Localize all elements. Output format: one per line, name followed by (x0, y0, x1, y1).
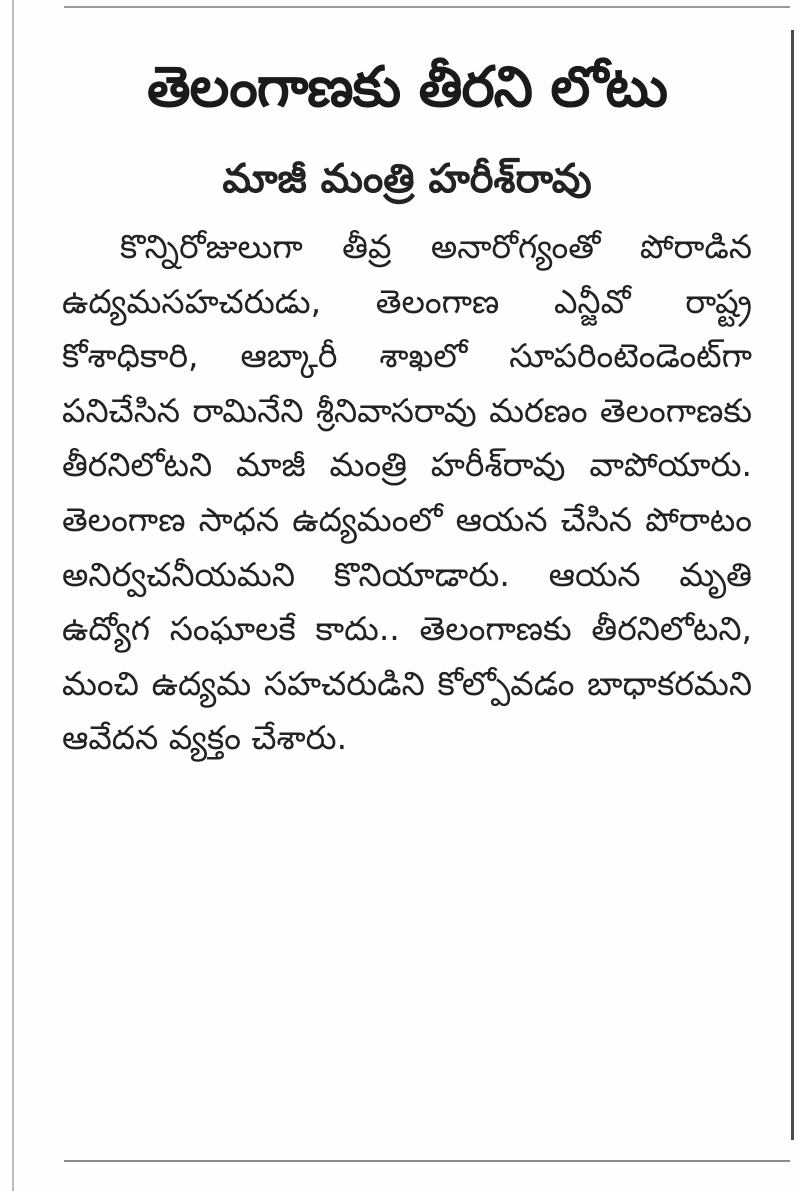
column-top-rule (64, 6, 790, 8)
article-headline: తెలంగాణకు తీరని లోటు (147, 55, 667, 120)
article-subheadline: మాజీ మంత్రి హరీశ్‌రావు (222, 156, 592, 202)
column-bottom-rule (64, 1160, 790, 1162)
article-body: కొన్నిరోజులుగా తీవ్ర అనారోగ్యంతో పోరాడిన ఉద్యమసహచరుడు, తెలంగాణ ఎన్జీవో రాష్ట్ర కోశాధికారి, ఆబ్కారీ శాఖలో సూపరింటెండెంట్‌గా పనిచేసిన రామినేని శ్రీనివాసరావు మరణం తెలంగాణకు తీరనిలోటని మాజీ మంత్రి హరీశ్‌రావు వాపోయారు. తెలంగాణ సాధన ఉద్యమంలో ఆయన చేసిన పోరాటం అనిర్వచనీయమని కొనియాడారు. ఆయన మృతి ఉద్యోగ సంఘాలకే కాదు.. తెలంగాణకు తీరనిలోటని, మంచి ఉద్యమ సహచరుడిని కోల్పోవడం బాధాకరమని ఆవేదన వ్యక్తం చేశారు. (62, 227, 752, 758)
column-right-border (791, 30, 794, 1140)
news-article (62, 36, 752, 766)
column-left-border (12, 0, 14, 1191)
